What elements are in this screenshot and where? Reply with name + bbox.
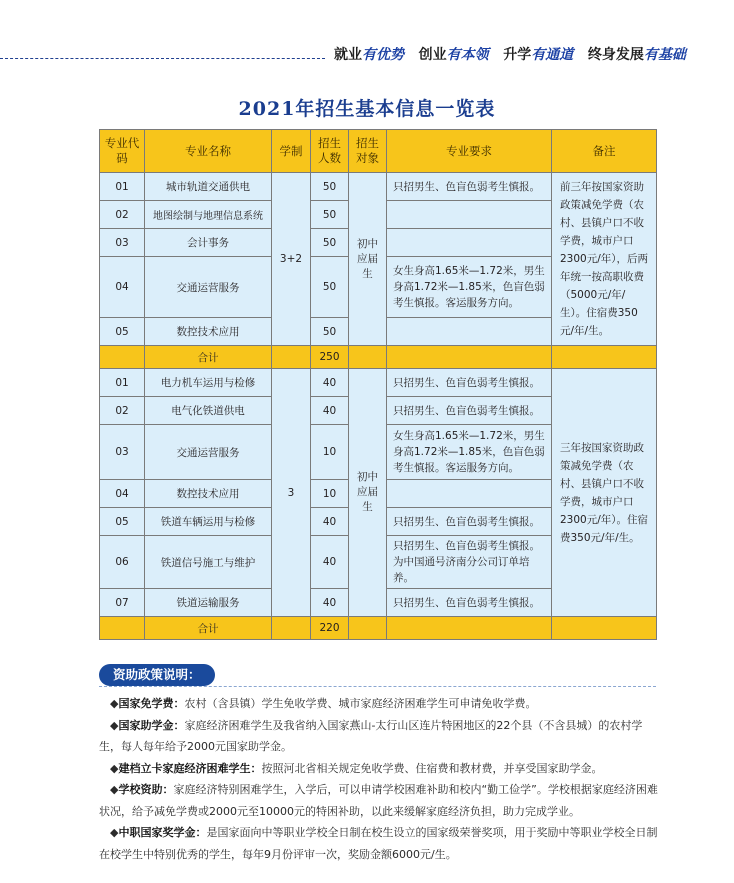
- cell-years: 3+2: [272, 173, 311, 346]
- cell-quota: 10: [311, 480, 349, 508]
- header-requirements: 专业要求: [387, 130, 552, 173]
- page-title: 2021年招生基本信息一览表: [238, 98, 496, 120]
- cell-quota: 40: [311, 397, 349, 425]
- policy-item: ◆学校资助：家庭经济特别困难学生，入学后，可以申请学校困难补助和校内“勤工俭学”。学校根据家庭经济困难状况，给予减免学费或2000元至10000元的特困补助，以此来缓解家庭经济负担，助力完成学业。: [99, 783, 658, 818]
- cell-years: 3: [272, 369, 311, 617]
- cell-requirement: [387, 318, 552, 346]
- cell-quota: 40: [311, 536, 349, 589]
- cell-note: 三年按国家资助政策减免学费（农村、县镇户口不收学费，城市户口2300元/年）。住宿费350元/年/生。: [552, 369, 657, 617]
- cell-name: 地图绘制与地理信息系统: [145, 201, 272, 229]
- cell-target: 初中应届生: [349, 369, 387, 617]
- policy-item: ◆建档立卡家庭经济困难学生：按照河北省相关规定免收学费、住宿费和教材费，并享受国家助学金。: [110, 761, 603, 775]
- table-total-row: [100, 617, 657, 640]
- cell-quota: 40: [311, 589, 349, 617]
- cell-requirement: 女生身高1.65米—1.72米，男生身高1.72米—1.85米，色盲色弱考生慎报。客运服务方向。: [387, 425, 552, 480]
- cell-code: 01: [100, 369, 145, 397]
- cell-code: 02: [100, 201, 145, 229]
- cell-name: 会计事务: [145, 229, 272, 257]
- cell-requirement: 女生身高1.65米—1.72米，男生身高1.72米—1.85米，色盲色弱考生慎报。客运服务方向。: [387, 257, 552, 318]
- cell-code: 05: [100, 508, 145, 536]
- cell-code: 04: [100, 480, 145, 508]
- table-header-row: [100, 130, 657, 173]
- slogan-4: 终身发展有基础: [587, 47, 686, 63]
- cell-name: 电气化铁道供电: [145, 397, 272, 425]
- header-name: 专业名称: [145, 130, 272, 173]
- cell-code: 07: [100, 589, 145, 617]
- cell-target: 初中应届生: [349, 173, 387, 346]
- policy-divider: [99, 686, 656, 687]
- header-code: 专业代码: [100, 130, 145, 173]
- policy-heading: 资助政策说明：: [99, 664, 215, 686]
- cell-quota: 50: [311, 229, 349, 257]
- cell-code: 06: [100, 536, 145, 589]
- cell-code: 03: [100, 425, 145, 480]
- cell-code: 02: [100, 397, 145, 425]
- cell-name: 城市轨道交通供电: [145, 173, 272, 201]
- cell-code: 04: [100, 257, 145, 318]
- total-value: 250: [311, 346, 349, 369]
- cell-requirement: [387, 201, 552, 229]
- cell-quota: 50: [311, 318, 349, 346]
- cell-quota: 10: [311, 425, 349, 480]
- table-row: [100, 369, 657, 397]
- header-quota: 招生人数: [311, 130, 349, 173]
- cell-name: 数控技术应用: [145, 318, 272, 346]
- cell-requirement: [387, 229, 552, 257]
- header-note: 备注: [552, 130, 657, 173]
- policy-list: [99, 693, 659, 865]
- cell-quota: 50: [311, 257, 349, 318]
- cell-name: 交通运营服务: [145, 425, 272, 480]
- header-years: 学制: [272, 130, 311, 173]
- cell-requirement: 只招男生、色盲色弱考生慎报。: [387, 508, 552, 536]
- total-label: 合计: [145, 346, 272, 369]
- slogan-3: 升学有通道: [503, 47, 574, 63]
- cell-code: 01: [100, 173, 145, 201]
- policy-item: ◆国家免学费：农村（含县镇）学生免收学费、城市家庭经济困难学生可申请免收学费。: [110, 697, 537, 710]
- header-dashed-rule: [0, 58, 325, 59]
- cell-name: 交通运营服务: [145, 257, 272, 318]
- cell-quota: 50: [311, 173, 349, 201]
- cell-name: 铁道运输服务: [145, 589, 272, 617]
- table-total-row: [100, 346, 657, 369]
- cell-note: 前三年按国家资助政策减免学费（农村、县镇户口不收学费，城市户口2300元/年），后两年统一按高职收费（5000元/年/生）。住宿费350元/年/生。: [552, 173, 657, 346]
- header-target: 招生对象: [349, 130, 387, 173]
- slogan-2: 创业有本领: [418, 47, 489, 63]
- cell-requirement: 只招男生、色盲色弱考生慎报。为中国通号济南分公司订单培养。: [387, 536, 552, 589]
- cell-name: 铁道信号施工与维护: [145, 536, 272, 589]
- policy-item: ◆中职国家奖学金：是国家面向中等职业学校全日制在校生设立的国家级荣誉奖项，用于奖励中等职业学校全日制在校学生中特别优秀的学生，每年9月份评审一次，奖励金额6000元/生。: [99, 826, 658, 861]
- cell-quota: 40: [311, 369, 349, 397]
- total-label: 合计: [145, 617, 272, 640]
- cell-requirement: 只招男生、色盲色弱考生慎报。: [387, 173, 552, 201]
- header-slogan: [334, 44, 724, 64]
- total-value: 220: [311, 617, 349, 640]
- cell-code: 05: [100, 318, 145, 346]
- cell-requirement: 只招男生、色盲色弱考生慎报。: [387, 589, 552, 617]
- cell-requirement: 只招男生、色盲色弱考生慎报。: [387, 397, 552, 425]
- cell-quota: 50: [311, 201, 349, 229]
- cell-quota: 40: [311, 508, 349, 536]
- cell-name: 数控技术应用: [145, 480, 272, 508]
- cell-name: 电力机车运用与检修: [145, 369, 272, 397]
- cell-requirement: [387, 480, 552, 508]
- cell-requirement: 只招男生、色盲色弱考生慎报。: [387, 369, 552, 397]
- policy-item: ◆国家助学金：家庭经济困难学生及我省纳入国家燕山-太行山区连片特困地区的22个县（不含县城）的农村学生，每人每年给予2000元国家助学金。: [99, 718, 643, 753]
- slogan-1: 就业有优势: [334, 47, 404, 63]
- cell-name: 铁道车辆运用与检修: [145, 508, 272, 536]
- table-row: [100, 173, 657, 201]
- cell-code: 03: [100, 229, 145, 257]
- admission-table: [99, 129, 657, 640]
